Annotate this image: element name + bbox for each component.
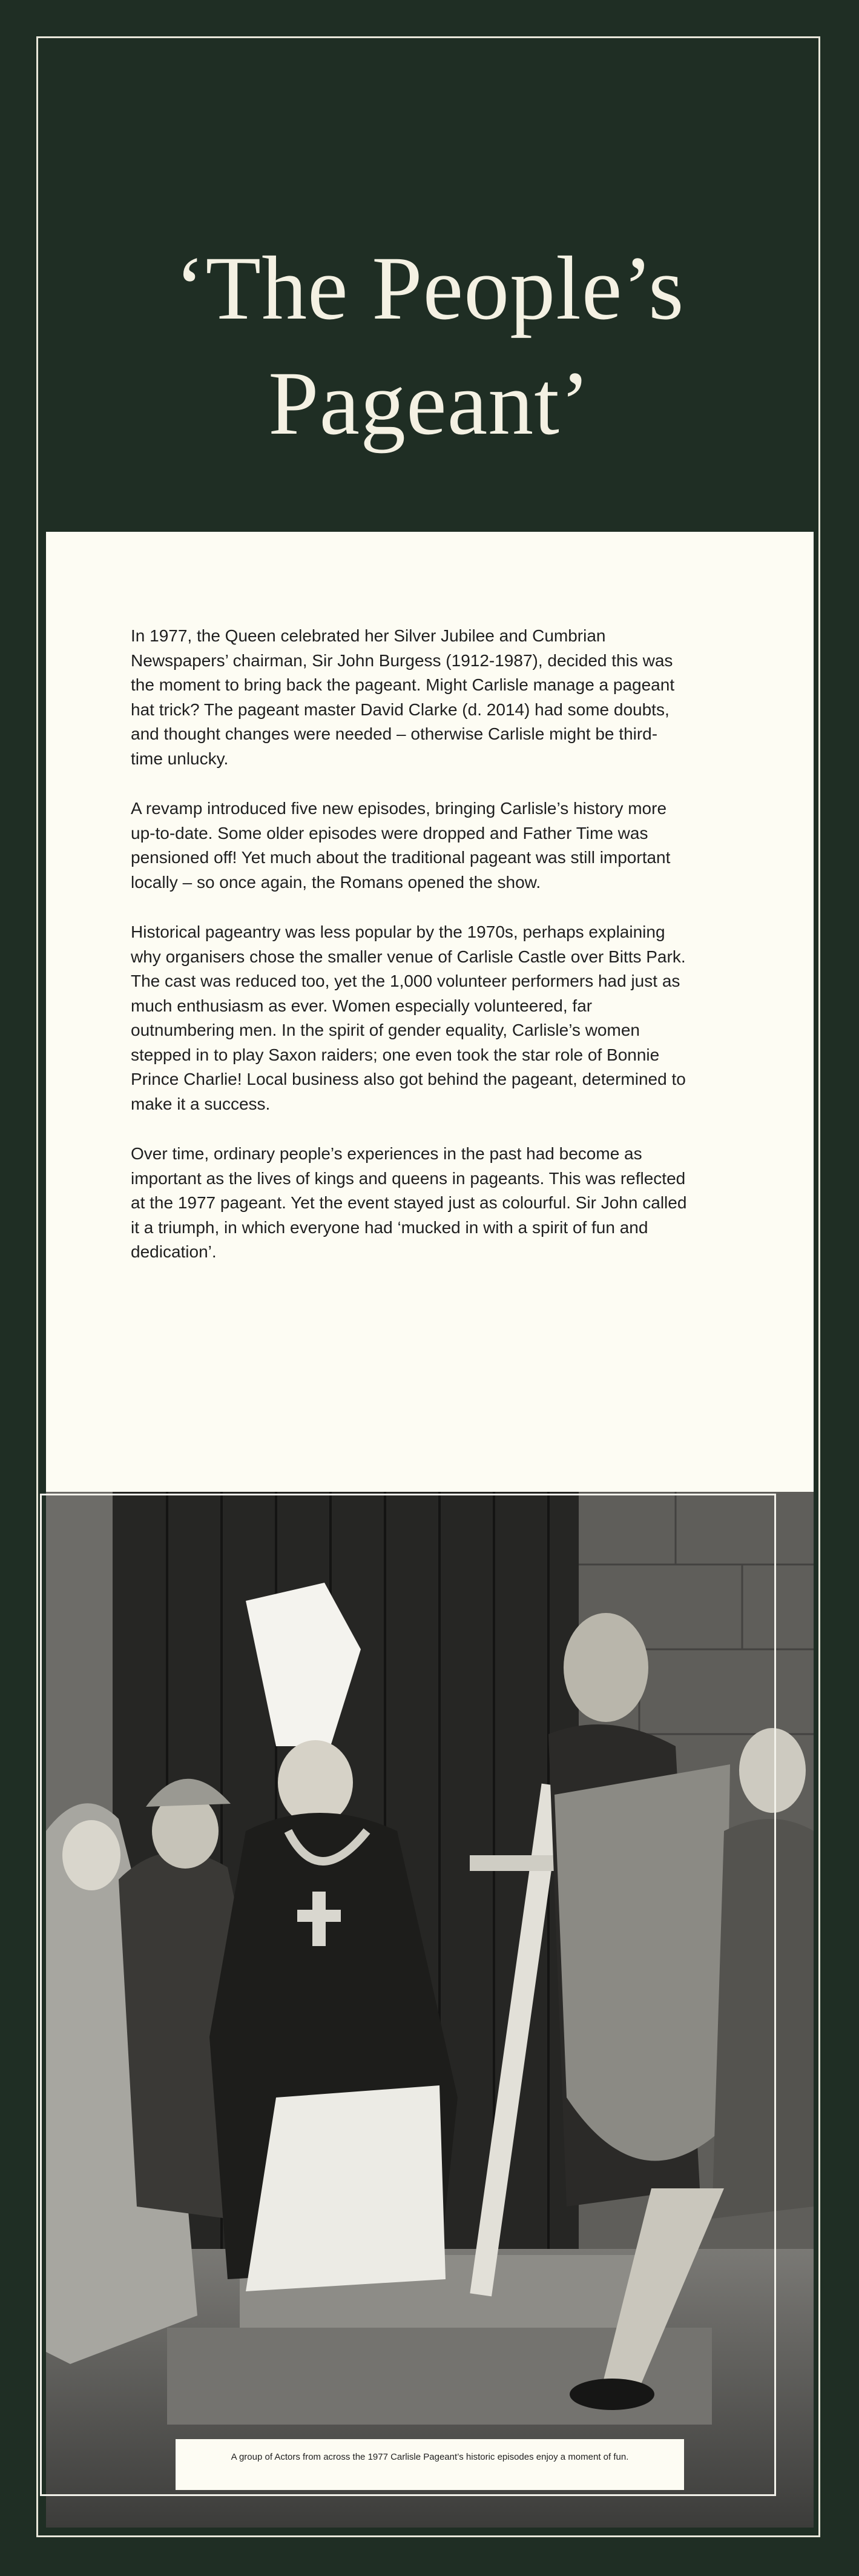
page-title — [0, 231, 859, 461]
figure-knight — [564, 1613, 648, 1722]
body-text — [131, 624, 688, 1290]
figure-child — [739, 1728, 806, 1813]
photo-caption: A group of Actors from across the 1977 Carlisle Pageant’s historic episodes enjoy a moment of fun. — [176, 2439, 684, 2490]
shield — [555, 1764, 730, 2161]
paragraph-1: In 1977, the Queen celebrated her Silver Jubilee and Cumbrian Newspapers’ chairman, Sir John Burgess (1912-1987), decided this was the moment to bring back the pageant. Might Carlisle manage a pageant hat trick? The pageant master David Clarke (d. 2014) had some doubts, and thought changes were needed – otherwise Carlisle might be third-time unlucky. — [131, 626, 675, 768]
pageant-photo — [46, 1492, 814, 2528]
paragraph-3: Historical pageantry was less popular by the 1970s, perhaps explaining why organisers chose the smaller venue of Carlisle Castle over Bitts Park. The cast was reduced too, yet the 1,000 volunteer performers had just as much enthusiasm as ever. Women especially volunteered, far outnumbering men. In the spirit of gender equality, Carlisle’s women stepped in to play Saxon raiders; one even took the star role of Bonnie Prince Charlie! Local business also got behind the pageant, determined to make it a success. — [131, 922, 686, 1113]
title-line-2: Pageant’ — [268, 353, 591, 454]
paragraph-2: A revamp introduced five new episodes, bringing Carlisle’s history more up-to-date. Some older episodes were dropped and Father Time was pensioned off! Yet much about the traditional pageant was still important locally – so once again, the Romans opened the show. — [131, 799, 671, 892]
paragraph-4: Over time, ordinary people’s experiences in the past had become as important as the lives of kings and queens in pageants. This was reflected at the 1977 pageant. Yet the event stayed just as colourful. Sir John called it a triumph, in which everyone had ‘mucked in with a spirit of fun and dedication’. — [131, 1144, 687, 1261]
title-line-1: ‘The People’s — [174, 237, 685, 339]
